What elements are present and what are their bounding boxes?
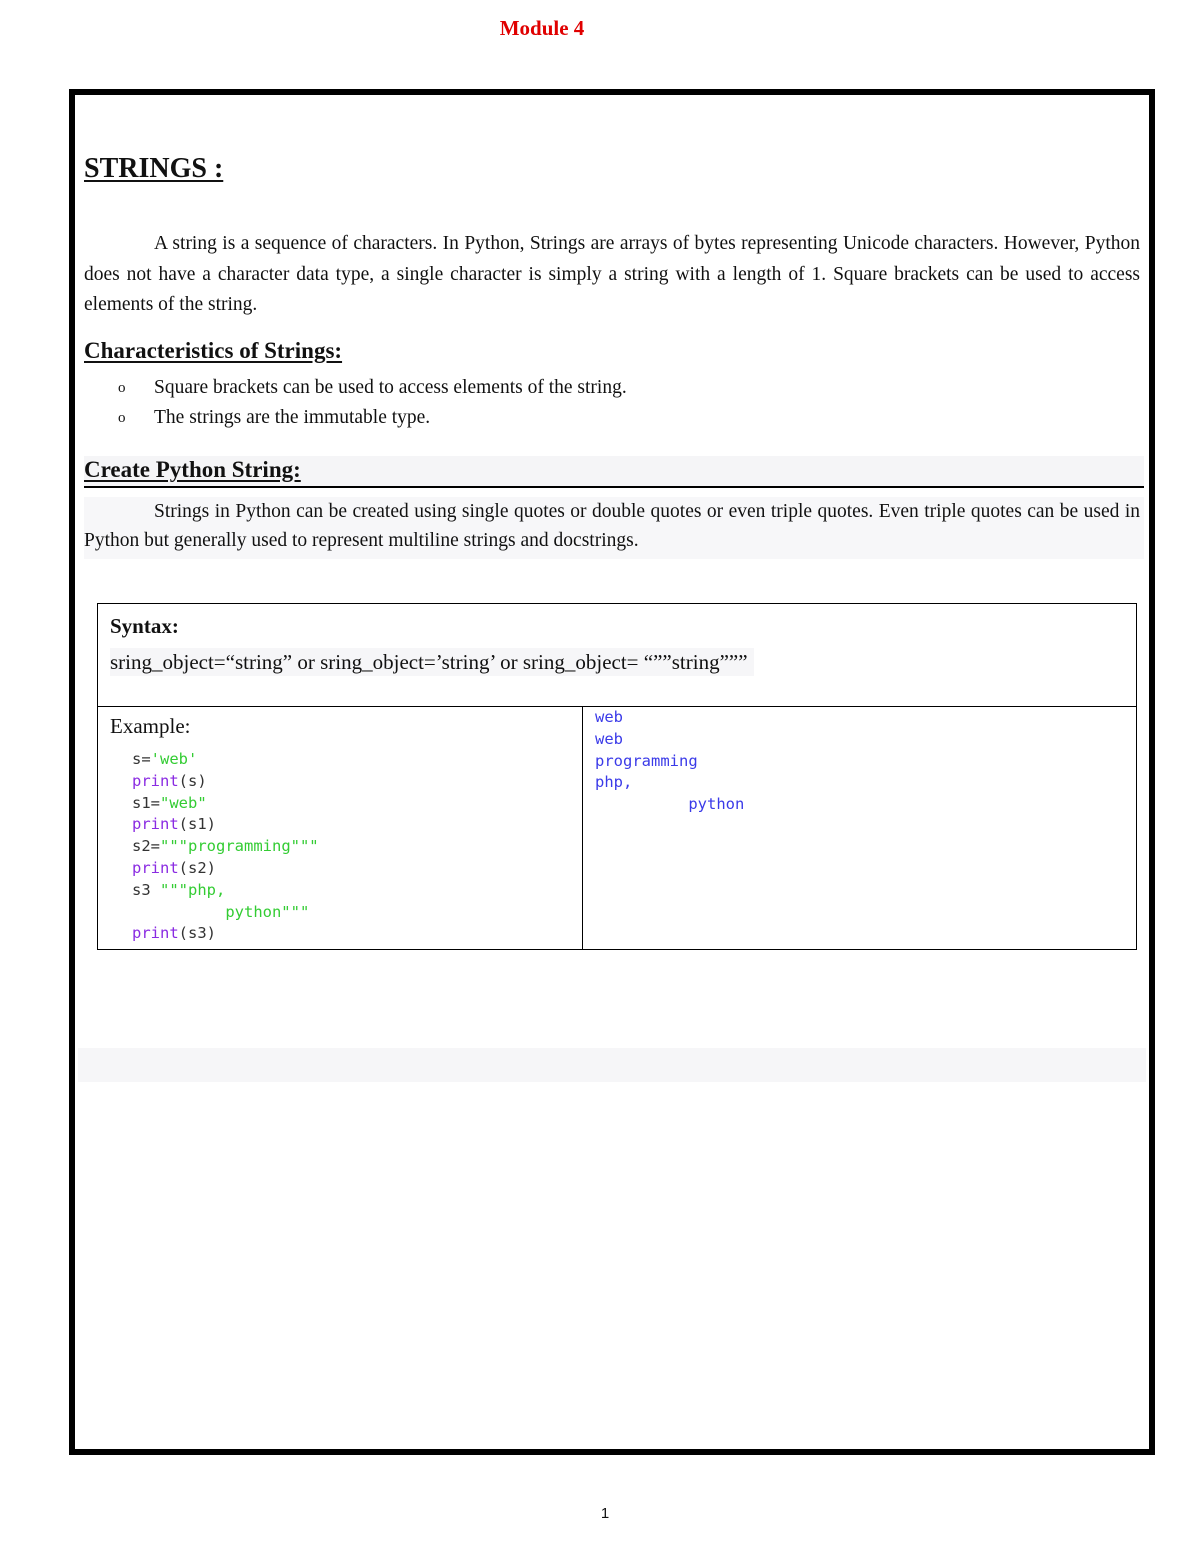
syntax-cell	[98, 604, 1137, 707]
code-token: python"""	[132, 902, 310, 921]
characteristics-heading: Characteristics of Strings:	[84, 338, 343, 363]
output-line: web	[595, 729, 623, 748]
code-token: (s2)	[178, 858, 216, 877]
create-string-heading: Create Python String:	[84, 457, 301, 482]
syntax-title: Syntax:	[110, 614, 179, 638]
code-token: print	[132, 858, 179, 877]
create-paragraph: Strings in Python can be created using single quotes or double quotes or even triple quotes. Even triple quotes can be used in Python but generally used to represent multiline strings and docstrings.	[84, 501, 1140, 551]
code-token: s=	[132, 750, 151, 768]
code-token: s3	[132, 880, 160, 899]
strings-heading: STRINGS :	[84, 153, 224, 184]
code-line	[132, 814, 570, 836]
code-token: (s1)	[178, 815, 216, 834]
code-line	[132, 749, 570, 771]
page-number: 1	[600, 1505, 610, 1522]
output-line: php,	[595, 773, 633, 792]
empty-band	[78, 1048, 1146, 1082]
list-item	[84, 373, 627, 403]
code-line	[132, 858, 570, 880]
code-token: """php,	[160, 880, 226, 899]
output-line: web	[595, 708, 623, 726]
example-code-cell	[98, 707, 583, 950]
code-block	[132, 749, 570, 945]
code-line	[132, 923, 570, 945]
output-line: python	[595, 795, 745, 814]
characteristics-list	[84, 373, 627, 433]
output-line: programming	[595, 751, 698, 770]
code-line	[132, 836, 570, 858]
bullet-marker: o	[118, 380, 126, 396]
bullet-marker: o	[118, 410, 126, 426]
code-token: s2=	[132, 837, 160, 856]
code-token: s1=	[132, 793, 160, 812]
syntax-table	[97, 603, 1137, 950]
code-token: (s3)	[178, 924, 216, 943]
code-line	[132, 793, 570, 815]
code-token: """programming"""	[160, 837, 319, 856]
code-token: print	[132, 771, 179, 790]
list-item-text: The strings are the immutable type.	[154, 407, 431, 428]
example-output-cell	[583, 707, 1137, 950]
code-token: "web"	[160, 793, 207, 812]
code-line	[132, 880, 570, 902]
output-block	[583, 707, 1136, 816]
code-token: print	[132, 924, 179, 943]
code-token: 'web'	[150, 750, 198, 768]
code-token: (s)	[178, 771, 207, 790]
list-item-text: Square brackets can be used to access elements of the string.	[154, 377, 627, 398]
module-title: Module 4	[499, 16, 585, 40]
intro-paragraph: A string is a sequence of characters. In Python, Strings are arrays of bytes representing Unicode characters. However, Python does not have a character data type, a single character is simply a string with a length of 1. Square brackets can be used to access elements of the string.	[84, 233, 1140, 315]
syntax-line: sring_object=“string” or sring_object=’string’ or sring_object= “””string”””	[110, 648, 754, 676]
example-label: Example:	[110, 714, 191, 738]
code-line	[132, 902, 570, 924]
list-item	[84, 403, 627, 433]
code-line	[132, 771, 570, 793]
code-token: print	[132, 815, 179, 834]
